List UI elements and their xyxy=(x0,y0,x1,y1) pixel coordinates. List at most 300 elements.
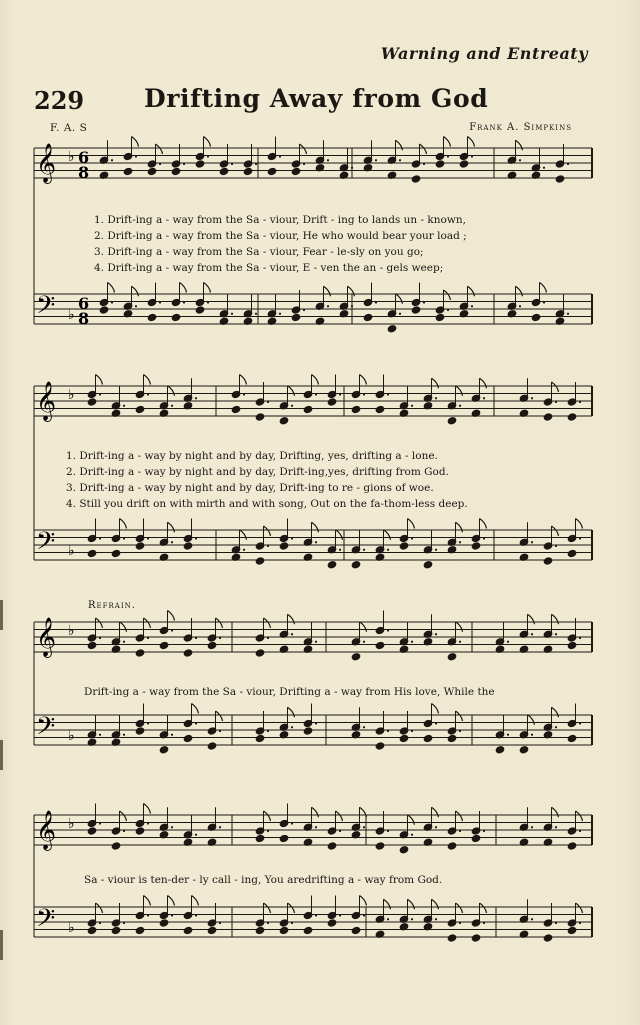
note-head xyxy=(387,325,397,333)
note-head xyxy=(171,313,181,321)
note-flag xyxy=(384,530,391,540)
lyric-line: 1. Drift-ing a - way from the Sa - viour, Drift - ing to lands un - known, xyxy=(94,214,466,226)
dot xyxy=(99,822,101,824)
note-flag xyxy=(408,899,415,909)
dot xyxy=(423,163,425,165)
note-flag xyxy=(324,286,331,296)
dot xyxy=(315,541,317,543)
note-flag xyxy=(144,804,151,814)
note-head xyxy=(291,313,301,321)
dot xyxy=(279,313,281,315)
dot xyxy=(483,537,485,539)
dot xyxy=(99,922,101,924)
note-flag xyxy=(312,375,319,385)
dot xyxy=(555,401,557,403)
dot xyxy=(411,537,413,539)
treble-clef-icon: 𝄞 xyxy=(36,381,57,421)
dot xyxy=(291,405,293,407)
note-head xyxy=(351,405,361,413)
note-head xyxy=(303,727,313,735)
dot xyxy=(231,163,233,165)
dot xyxy=(147,537,149,539)
hymn-number: 229 xyxy=(34,86,85,115)
note-flag xyxy=(444,290,451,300)
note-flag xyxy=(576,811,583,821)
dot xyxy=(579,537,581,539)
dot xyxy=(399,313,401,315)
note-head xyxy=(519,746,529,754)
note-head xyxy=(255,734,265,742)
note-flag xyxy=(528,715,535,725)
dot xyxy=(531,734,533,736)
note-head xyxy=(495,746,505,754)
note-head xyxy=(183,926,193,934)
dot xyxy=(219,826,221,828)
dot xyxy=(243,549,245,551)
note-head xyxy=(423,734,433,742)
note-head xyxy=(351,653,361,661)
note-head xyxy=(135,405,145,413)
note-flag xyxy=(528,614,535,624)
note-flag xyxy=(288,903,295,913)
dot xyxy=(195,397,197,399)
dot xyxy=(123,405,125,407)
dot xyxy=(555,726,557,728)
note-flag xyxy=(396,140,403,150)
note-head xyxy=(279,926,289,934)
note-head xyxy=(255,926,265,934)
note-head xyxy=(555,175,565,183)
dot xyxy=(483,397,485,399)
dot xyxy=(279,155,281,157)
note-flag xyxy=(456,622,463,632)
dot xyxy=(219,922,221,924)
note-head xyxy=(135,827,145,835)
note-head xyxy=(135,542,145,550)
note-head xyxy=(567,734,577,742)
note-flag xyxy=(408,519,415,529)
refrain-label: Refrain. xyxy=(88,600,136,611)
note-flag xyxy=(456,903,463,913)
dot xyxy=(123,734,125,736)
note-flag xyxy=(360,622,367,632)
dot xyxy=(531,633,533,635)
note-flag xyxy=(180,283,187,293)
note-flag xyxy=(264,903,271,913)
dot xyxy=(255,163,257,165)
dot xyxy=(555,633,557,635)
dot xyxy=(447,155,449,157)
note-head xyxy=(567,842,577,850)
dot xyxy=(267,545,269,547)
lyric-line: 4. Drift-ing a - way from the Sa - viour, E - ven the an - gels weep; xyxy=(94,262,444,274)
note-flag xyxy=(480,378,487,388)
note-head xyxy=(135,727,145,735)
note-flag xyxy=(552,707,559,717)
dot xyxy=(123,641,125,643)
note-head xyxy=(207,742,217,750)
dot xyxy=(231,313,233,315)
lyric-line: Sa - viour is ten-der - ly call - ing, You aredrifting a - way from God. xyxy=(84,874,443,886)
dot xyxy=(519,159,521,161)
note-head xyxy=(207,641,217,649)
note-flag xyxy=(456,386,463,396)
dot xyxy=(459,730,461,732)
dot xyxy=(303,163,305,165)
note-head xyxy=(87,926,97,934)
lyric-line: 3. Drift-ing a - way from the Sa - viour, Fear - le-sly on you go; xyxy=(94,246,424,258)
note-flag xyxy=(552,614,559,624)
dot xyxy=(147,393,149,395)
note-head xyxy=(471,834,481,842)
note-head xyxy=(435,313,445,321)
note-head xyxy=(243,167,253,175)
note-flag xyxy=(96,618,103,628)
time-signature: 8 xyxy=(78,163,90,182)
note-flag xyxy=(576,519,583,529)
note-head xyxy=(567,413,577,421)
note-flag xyxy=(288,707,295,717)
dot xyxy=(459,541,461,543)
dot xyxy=(267,401,269,403)
dot xyxy=(375,159,377,161)
note-head xyxy=(123,167,133,175)
dot xyxy=(363,549,365,551)
note-head xyxy=(411,175,421,183)
note-flag xyxy=(240,375,247,385)
note-head xyxy=(111,549,121,557)
dot xyxy=(507,641,509,643)
dot xyxy=(123,922,125,924)
notes xyxy=(87,137,582,943)
note-head xyxy=(351,561,361,569)
dot xyxy=(423,301,425,303)
dot xyxy=(531,541,533,543)
dot xyxy=(339,914,341,916)
dot xyxy=(543,301,545,303)
note-head xyxy=(171,167,181,175)
note-head xyxy=(183,649,193,657)
note-head xyxy=(135,649,145,657)
dot xyxy=(123,830,125,832)
dot xyxy=(531,397,533,399)
dot xyxy=(171,826,173,828)
dot xyxy=(483,922,485,924)
dot xyxy=(375,301,377,303)
dot xyxy=(315,826,317,828)
dot xyxy=(291,922,293,924)
dot xyxy=(291,633,293,635)
note-flag xyxy=(168,611,175,621)
dot xyxy=(291,726,293,728)
flat-icon: ♭ xyxy=(68,543,75,559)
note-flag xyxy=(120,811,127,821)
dot xyxy=(507,734,509,736)
dot xyxy=(579,637,581,639)
dot xyxy=(327,305,329,307)
note-flag xyxy=(144,896,151,906)
note-flag xyxy=(204,137,211,147)
dot xyxy=(435,397,437,399)
dot xyxy=(435,826,437,828)
dot xyxy=(483,830,485,832)
bass-clef-icon: 𝄢 xyxy=(36,712,56,747)
dot xyxy=(387,549,389,551)
dot xyxy=(111,159,113,161)
note-flag xyxy=(132,286,139,296)
note-head xyxy=(159,641,169,649)
note-flag xyxy=(120,622,127,632)
note-head xyxy=(291,167,301,175)
note-head xyxy=(327,398,337,406)
note-head xyxy=(255,834,265,842)
flat-icon: ♭ xyxy=(68,728,75,744)
note-flag xyxy=(336,811,343,821)
note-flag xyxy=(552,382,559,392)
dot xyxy=(471,155,473,157)
dot xyxy=(195,722,197,724)
dot xyxy=(363,393,365,395)
note-head xyxy=(207,926,217,934)
note-flag xyxy=(132,137,139,147)
note-flag xyxy=(396,294,403,304)
note-flag xyxy=(480,519,487,529)
note-head xyxy=(327,842,337,850)
note-flag xyxy=(288,386,295,396)
dot xyxy=(363,726,365,728)
note-head xyxy=(543,413,553,421)
bass-clef-icon: 𝄢 xyxy=(36,291,56,326)
dot xyxy=(411,405,413,407)
dot xyxy=(579,830,581,832)
dot xyxy=(123,537,125,539)
dot xyxy=(459,922,461,924)
note-head xyxy=(447,934,457,942)
dot xyxy=(363,914,365,916)
note-flag xyxy=(240,530,247,540)
note-head xyxy=(267,167,277,175)
dot xyxy=(219,637,221,639)
note-head xyxy=(279,417,289,425)
dot xyxy=(303,309,305,311)
dot xyxy=(99,637,101,639)
note-head xyxy=(195,160,205,168)
dot xyxy=(339,830,341,832)
dot xyxy=(399,159,401,161)
note-head xyxy=(471,542,481,550)
note-flag xyxy=(192,704,199,714)
note-flag xyxy=(552,807,559,817)
note-flag xyxy=(96,375,103,385)
dot xyxy=(471,305,473,307)
dot xyxy=(255,313,257,315)
note-flag xyxy=(216,711,223,721)
dot xyxy=(99,734,101,736)
dot xyxy=(195,637,197,639)
dot xyxy=(99,537,101,539)
note-flag xyxy=(144,375,151,385)
note-flag xyxy=(360,375,367,385)
note-head xyxy=(99,306,109,314)
note-flag xyxy=(264,811,271,821)
note-head xyxy=(183,542,193,550)
note-head xyxy=(87,398,97,406)
dot xyxy=(579,722,581,724)
note-head xyxy=(411,306,421,314)
note-head xyxy=(87,641,97,649)
note-flag xyxy=(264,526,271,536)
dot xyxy=(339,393,341,395)
dot xyxy=(555,826,557,828)
dot xyxy=(351,305,353,307)
dot xyxy=(291,822,293,824)
note-head xyxy=(375,842,385,850)
dot xyxy=(327,159,329,161)
note-flag xyxy=(444,137,451,147)
note-flag xyxy=(300,144,307,154)
dot xyxy=(579,401,581,403)
note-head xyxy=(87,549,97,557)
time-signature: 8 xyxy=(78,309,90,328)
dot xyxy=(147,914,149,916)
dot xyxy=(207,301,209,303)
dot xyxy=(135,155,137,157)
note-flag xyxy=(348,286,355,296)
note-flag xyxy=(96,903,103,913)
note-flag xyxy=(168,522,175,532)
dot xyxy=(267,830,269,832)
note-flag xyxy=(192,896,199,906)
note-flag xyxy=(432,378,439,388)
note-flag xyxy=(156,144,163,154)
note-flag xyxy=(456,711,463,721)
lyric-line: 1. Drift-ing a - way by night and by day, Drifting, yes, drifting a - lone. xyxy=(66,450,438,462)
note-head xyxy=(147,167,157,175)
dot xyxy=(435,722,437,724)
note-head xyxy=(159,919,169,927)
note-flag xyxy=(540,283,547,293)
flat-icon: ♭ xyxy=(68,920,75,936)
bass-clef-icon: 𝄢 xyxy=(36,527,56,562)
dot xyxy=(387,918,389,920)
note-head xyxy=(531,313,541,321)
dot xyxy=(183,163,185,165)
dot xyxy=(567,163,569,165)
dot xyxy=(291,537,293,539)
note-head xyxy=(399,846,409,854)
note-head xyxy=(279,542,289,550)
note-flag xyxy=(204,283,211,293)
note-flag xyxy=(384,899,391,909)
dot xyxy=(267,922,269,924)
dot xyxy=(567,313,569,315)
note-head xyxy=(327,561,337,569)
note-head xyxy=(111,926,121,934)
dot xyxy=(531,826,533,828)
dot xyxy=(543,167,545,169)
note-head xyxy=(447,842,457,850)
note-head xyxy=(255,413,265,421)
dot xyxy=(387,730,389,732)
dot xyxy=(339,549,341,551)
note-head xyxy=(231,405,241,413)
note-flag xyxy=(408,815,415,825)
note-flag xyxy=(516,140,523,150)
dot xyxy=(111,301,113,303)
note-flag xyxy=(420,144,427,154)
treble-clef-icon: 𝄞 xyxy=(36,617,57,657)
note-head xyxy=(447,653,457,661)
note-head xyxy=(363,313,373,321)
hymn-title: Drifting Away from God xyxy=(144,84,489,113)
dot xyxy=(447,309,449,311)
note-head xyxy=(447,417,457,425)
note-head xyxy=(255,557,265,565)
lyric-line: 2. Drift-ing a - way by night and by day, Drift-ing,yes, drifting from God. xyxy=(66,466,449,478)
note-flag xyxy=(480,903,487,913)
flat-icon: ♭ xyxy=(68,307,75,323)
dot xyxy=(459,405,461,407)
dot xyxy=(459,641,461,643)
note-head xyxy=(159,746,169,754)
dot xyxy=(315,722,317,724)
note-flag xyxy=(288,614,295,624)
note-head xyxy=(135,926,145,934)
note-flag xyxy=(264,618,271,628)
dot xyxy=(387,393,389,395)
dot xyxy=(171,914,173,916)
words-credit: F. A. S xyxy=(50,122,88,134)
dot xyxy=(171,405,173,407)
note-flag xyxy=(216,618,223,628)
dot xyxy=(159,301,161,303)
note-head xyxy=(195,306,205,314)
note-flag xyxy=(168,386,175,396)
note-flag xyxy=(552,526,559,536)
dot xyxy=(171,734,173,736)
dot xyxy=(267,730,269,732)
dot xyxy=(351,167,353,169)
dot xyxy=(411,918,413,920)
dot xyxy=(531,918,533,920)
dot xyxy=(99,393,101,395)
dot xyxy=(171,629,173,631)
note-head xyxy=(303,926,313,934)
note-head xyxy=(447,734,457,742)
lyric-line: 4. Still you drift on with mirth and with song, Out on the fa-thom-less deep. xyxy=(66,498,468,510)
dot xyxy=(159,163,161,165)
bass-clef-icon: 𝄢 xyxy=(36,904,56,939)
dot xyxy=(315,641,317,643)
note-head xyxy=(567,549,577,557)
note-flag xyxy=(432,899,439,909)
note-flag xyxy=(144,618,151,628)
note-flag xyxy=(516,286,523,296)
note-head xyxy=(423,561,433,569)
flat-icon: ♭ xyxy=(68,623,75,639)
treble-clef-icon: 𝄞 xyxy=(36,143,57,183)
dot xyxy=(171,541,173,543)
note-flag xyxy=(312,807,319,817)
note-head xyxy=(471,934,481,942)
time-signature: 6 xyxy=(78,148,90,167)
note-flag xyxy=(168,896,175,906)
flat-icon: ♭ xyxy=(68,387,75,403)
dot xyxy=(555,922,557,924)
note-flag xyxy=(468,137,475,147)
music-credit: Frank A. Simpkins xyxy=(469,122,572,133)
dot xyxy=(519,305,521,307)
